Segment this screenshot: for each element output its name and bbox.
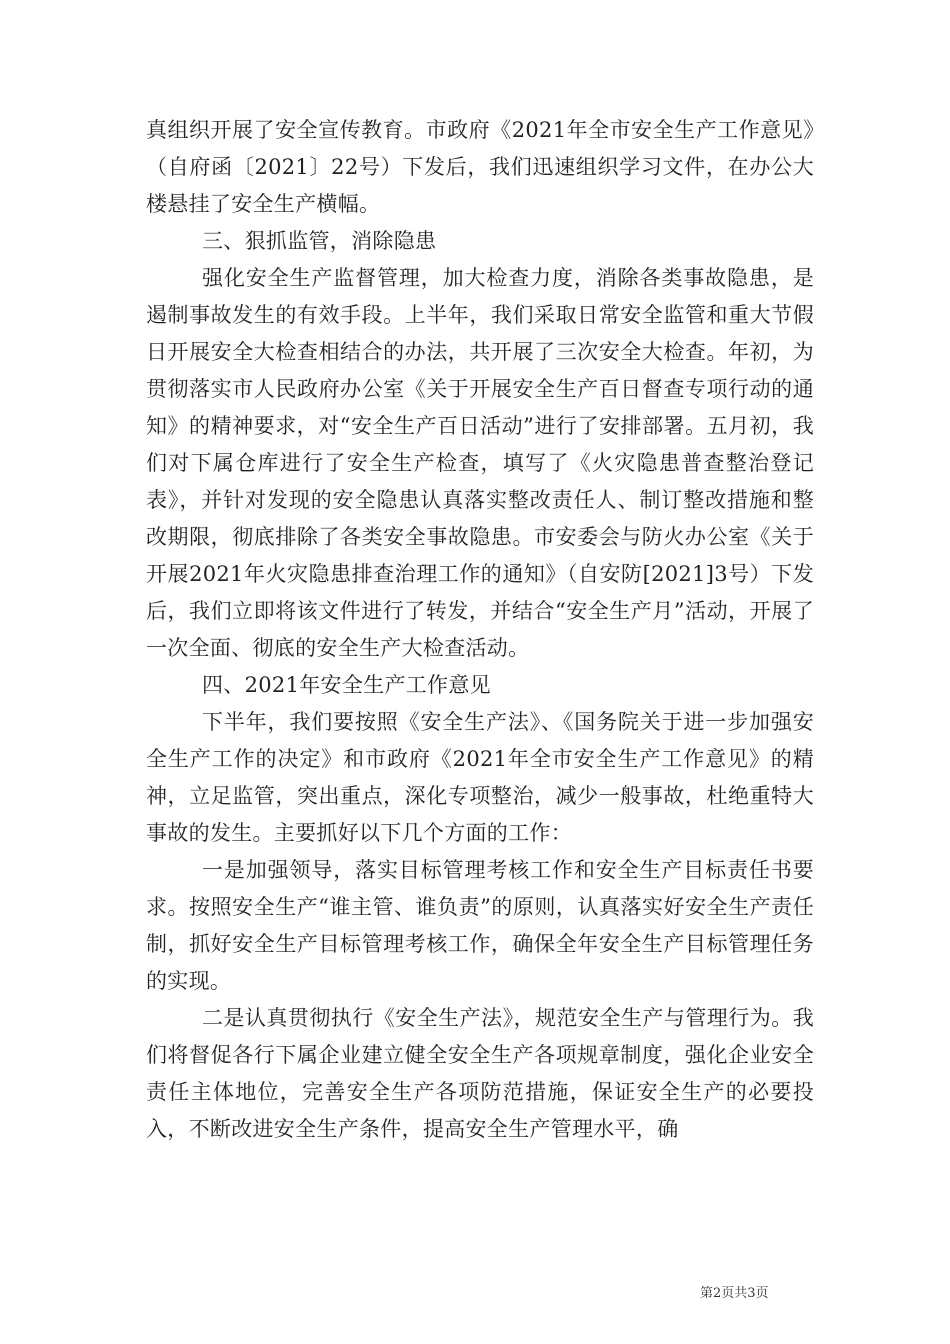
paragraph-point-two: 二是认真贯彻执行《安全生产法》，规范安全生产与管理行为。我们将督促各行下属企业建立健全安全生产各项规章制度，强化企业安全责任主体地位，完善安全生产各项防范措施，保证安全生产的必要投入，不断改进安全生产条件，提高安全生产管理水平，确	[146, 1006, 814, 1141]
section-heading-4: 四、2021年安全生产工作意见	[202, 673, 491, 697]
paragraph-second-half-plan: 下半年，我们要按照《安全生产法》、《国务院关于进一步加强安全生产工作的决定》和市政府《2021年全市安全生产工作意见》的精神，立足监管，突出重点，深化专项整治，减少一般事故，杜绝重特大事故的发生。主要抓好以下几个方面的工作：	[146, 710, 814, 845]
paragraph-supervision: 强化安全生产监督管理，加大检查力度，消除各类事故隐患，是遏制事故发生的有效手段。上半年，我们采取日常安全监管和重大节假日开展安全大检查相结合的办法，共开展了三次安全大检查。年初，为贯彻落实市人民政府办公室《关于开展安全生产百日督查专项行动的通知》的精神要求，对“安全生产百日活动”进行了安排部署。五月初，我们对下属仓库进行了安全生产检查，填写了《火灾隐患普查整治登记表》，并针对发现的安全隐患认真落实整改责任人、制订整改措施和整改期限，彻底排除了各类安全事故隐患。市安委会与防火办公室《关于开展2021年火灾隐患排查治理工作的通知》（自安防[2021]3号）下发后，我们立即将该文件进行了转发，并结合“安全生产月”活动，开展了一次全面、彻底的安全生产大检查活动。	[146, 266, 814, 660]
page-indicator: 第2页共3页	[700, 1286, 769, 1301]
section-heading-3: 三、狠抓监管，消除隐患	[202, 229, 437, 253]
document-body	[146, 112, 814, 1148]
paragraph-continuation: 真组织开展了安全宣传教育。市政府《2021年全市安全生产工作意见》（自府函〔2021〕22号）下发后，我们迅速组织学习文件，在办公大楼悬挂了安全生产横幅。	[146, 118, 814, 216]
paragraph-point-one: 一是加强领导，落实目标管理考核工作和安全生产目标责任书要求。按照安全生产“谁主管、谁负责”的原则，认真落实好安全生产责任制，抓好安全生产目标管理考核工作，确保全年安全生产目标管理任务的实现。	[146, 858, 814, 993]
